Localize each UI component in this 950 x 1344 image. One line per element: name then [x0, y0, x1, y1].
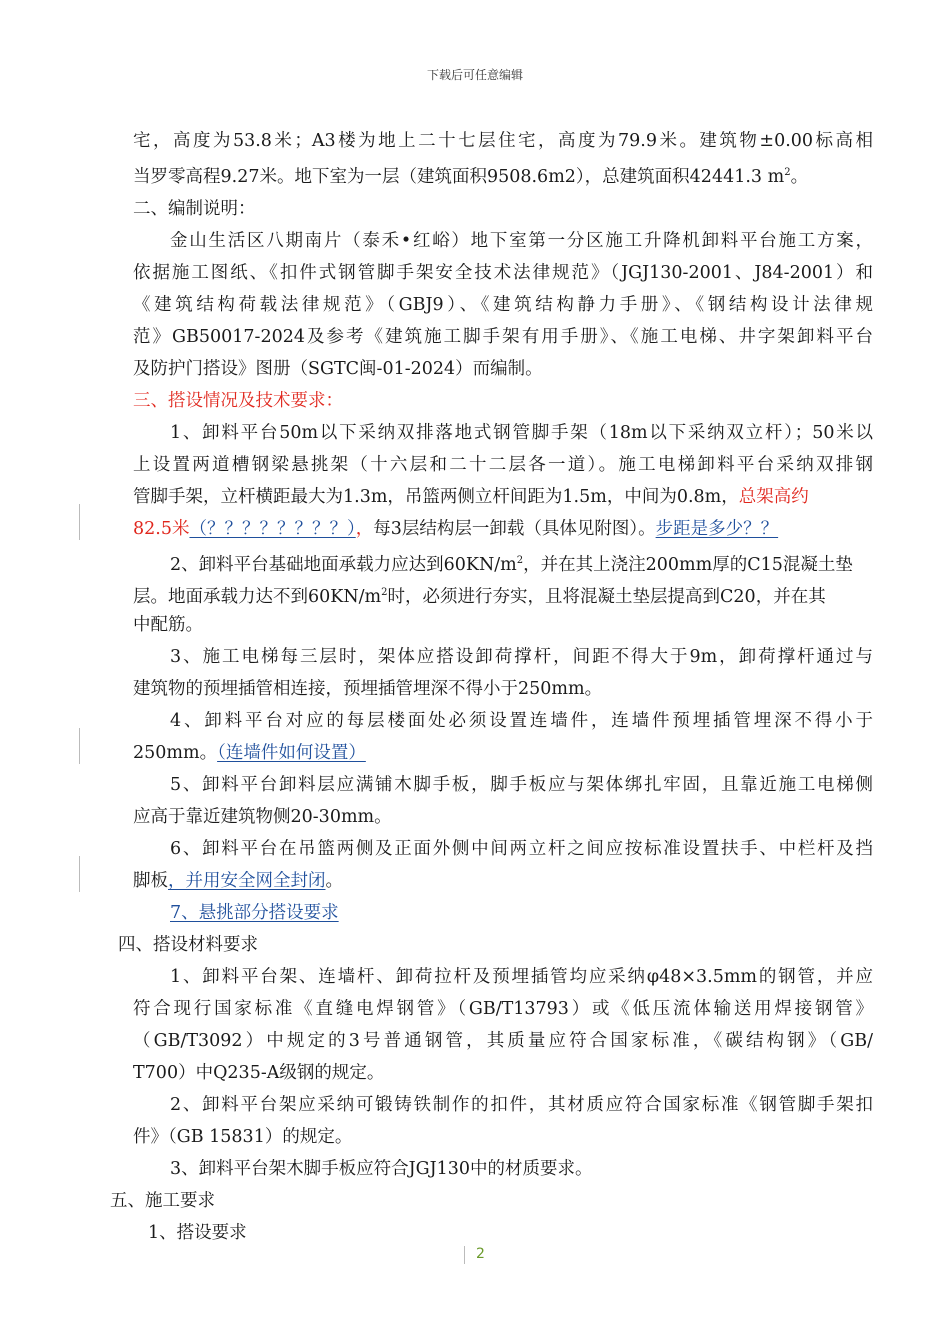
footer-divider: [464, 1246, 465, 1264]
text-line: 中配筋。: [133, 615, 203, 635]
text-line: 宅，高度为53.8米；A3楼为地上二十七层住宅，高度为79.9米。建筑物±0.00标高相: [133, 131, 873, 151]
text-line: 管脚手架，立杆横距最大为1.3m，吊篮两侧立杆间距为1.5m，中间为0.8m，总架高约: [133, 487, 809, 507]
text-line: 3、卸料平台架木脚手板应符合JGJ130中的材质要求。: [170, 1159, 593, 1179]
comment-cantilever: 7、悬挑部分搭设要求: [170, 903, 339, 923]
text-line: 《建筑结构荷载法律规范》（GBJ9）、《建筑结构静力手册》、《钢结构设计法律规: [133, 295, 873, 315]
text-line: 2、卸料平台架应采纳可锻铸铁制作的扣件，其材质应符合国家标准《钢管脚手架扣: [170, 1095, 873, 1115]
text-line: 250mm。（连墙件如何设置）: [133, 743, 366, 763]
section-heading-2: 二、编制说明：: [133, 199, 256, 219]
text-line: 脚板，并用安全网全封闭。: [133, 871, 343, 891]
text-line: 及防护门搭设》图册（SGTC闽-01-2024）而编制。: [133, 359, 543, 379]
text-line: 5、卸料平台卸料层应满铺木脚手板，脚手板应与架体绑扎牢固，且靠近施工电梯侧: [170, 775, 873, 795]
text-line: 依据施工图纸、《扣件式钢管脚手架安全技术法律规范》（JGJ130-2001、J84-2001）和: [133, 263, 873, 283]
text-line: 范》GB50017-2024及参考《建筑施工脚手架有用手册》、《施工电梯、井字架卸料平台: [133, 327, 873, 347]
comment-safety-net: ，并用安全网全封闭: [168, 871, 326, 891]
text-line: 符合现行国家标准《直缝电焊钢管》（GB/T13793）或《低压流体输送用焊接钢管》: [133, 999, 873, 1019]
revision-bar: [79, 504, 80, 540]
text-line: 应高于靠近建筑物侧20-30mm。: [133, 807, 392, 827]
comment-question: （？？？？？？？？）: [189, 519, 356, 539]
section-heading-5: 五、施工要求: [110, 1191, 215, 1211]
text-line: 1、卸料平台架、连墙杆、卸荷拉杆及预埋插管均应采纳φ48×3.5mm的钢管，并应: [170, 967, 873, 987]
text-line: （GB/T3092）中规定的3号普通钢管，其质量应符合国家标准，《碳结构钢》（GB/: [133, 1031, 873, 1051]
text-line: 82.5米（？？？？？？？？），每3层结构层一卸载（具体见附图）。步距是多少？？: [133, 519, 779, 539]
text-line: 1、卸料平台50m以下采纳双排落地式钢管脚手架（18m以下采纳双立杆）；50米以: [170, 423, 873, 443]
text-line: 当罗零高程9.27米。地下室为一层（建筑面积9508.6m2），总建筑面积42441.3 $m^2$。: [133, 166, 809, 187]
text-line: 1、搭设要求: [148, 1223, 247, 1243]
text-line: 件》（GB 15831）的规定。: [133, 1127, 353, 1147]
text-line: T700）中Q235-A级钢的规定。: [133, 1063, 385, 1083]
revision-bar: [79, 856, 80, 892]
text-line: 层。地面承载力达不到$60KN/m^2$时，必须进行夯实，且将混凝土垫层提高到C20，并在其: [133, 586, 826, 607]
comment-wall-tie: （连墙件如何设置）: [217, 743, 366, 763]
text-line: 3、施工电梯每三层时，架体应搭设卸荷撑杆，间距不得大于9m，卸荷撑杆通过与: [170, 647, 873, 667]
section-heading-3: 三、搭设情况及技术要求：: [133, 391, 343, 411]
text-line: 4、卸料平台对应的每层楼面处必须设置连墙件，连墙件预埋插管埋深不得小于: [170, 711, 873, 731]
revision-bar: [79, 728, 80, 764]
text-line: 建筑物的预埋插管相连接，预埋插管埋深不得小于250mm。: [133, 679, 603, 699]
highlight-total-height: 总架高约: [738, 487, 809, 507]
comment-step-distance: 步距是多少？？: [655, 519, 779, 539]
page-number: 2: [476, 1246, 485, 1262]
text-line: 6、卸料平台在吊篮两侧及正面外侧中间两立杆之间应按标准设置扶手、中栏杆及挡: [170, 839, 873, 859]
section-heading-4: 四、搭设材料要求: [118, 935, 258, 955]
text-line: 2、卸料平台基础地面承载力应达到$60KN/m^2$，并在其上浇注200mm厚的C15混凝土垫: [170, 554, 853, 575]
text-line: 金山生活区八期南片（泰禾•红峪）地下室第一分区施工升降机卸料平台施工方案，: [170, 231, 873, 251]
text-line: 上设置两道槽钢梁悬挑架（十六层和二十二层各一道）。施工电梯卸料平台采纳双排钢: [133, 455, 873, 475]
page-header: 下载后可任意编辑: [426, 68, 523, 82]
